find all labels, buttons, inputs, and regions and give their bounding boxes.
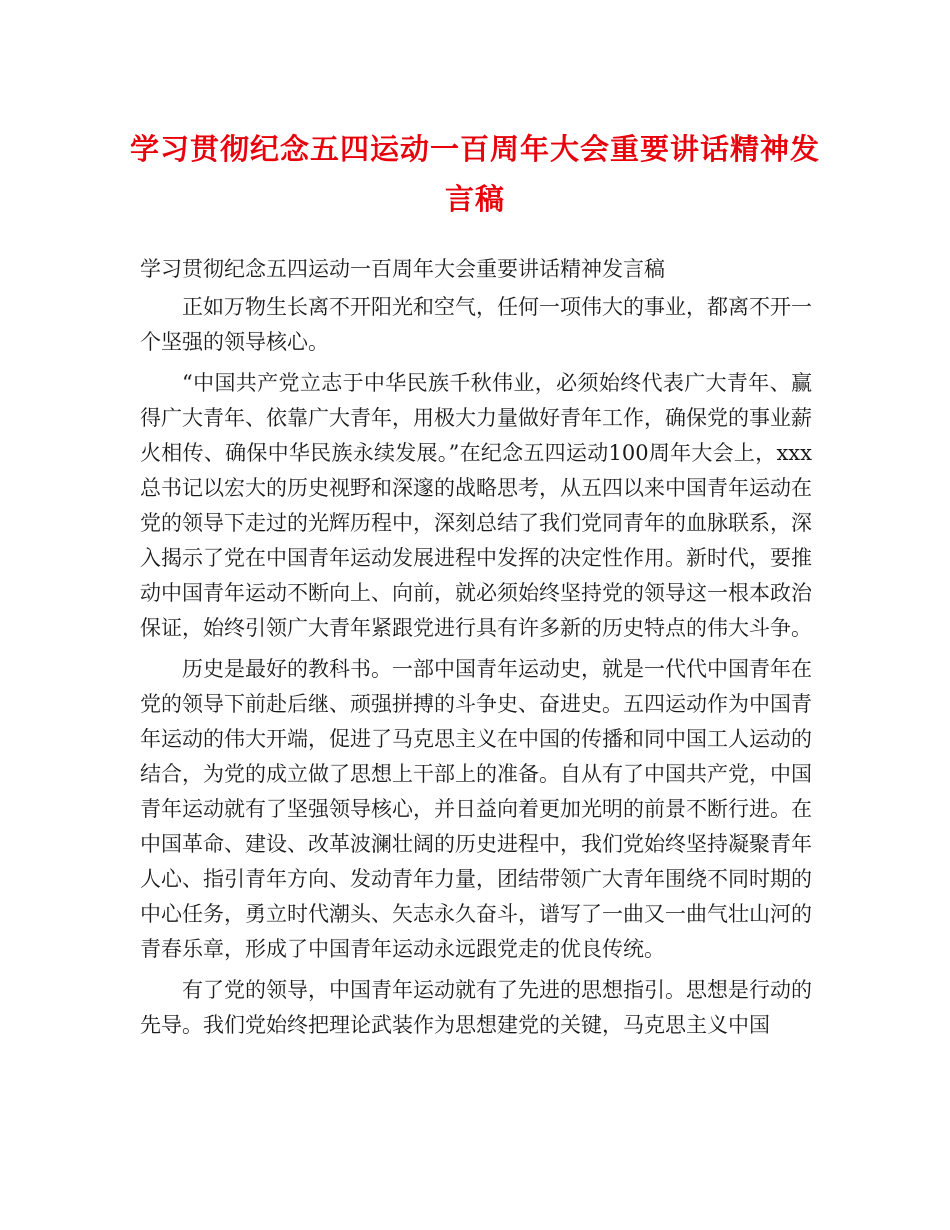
document-body xyxy=(140,252,812,1049)
paragraph-1: 正如万物生长离不开阳光和空气，任何一项伟大的事业，都离不开一个坚强的领导核心。 xyxy=(140,295,812,354)
paragraph-4: 有了党的领导，中国青年运动就有了先进的思想指引。思想是行动的先导。我们党始终把理论武装作为思想建党的关键，马克思主义中国 xyxy=(140,978,812,1037)
paragraph-3: 历史是最好的教科书。一部中国青年运动史，就是一代代中国青年在党的领导下前赴后继、顽强拼搏的斗争史、奋进史。五四运动作为中国青年运动的伟大开端，促进了马克思主义在中国的传播和同中国工人运动的结合，为党的成立做了思想上干部上的准备。自从有了中国共产党，中国青年运动就有了坚强领导核心，并日益向着更加光明的前景不断行进。在中国革命、建设、改革波澜壮阔的历史进程中，我们党始终坚持凝聚青年人心、指引青年方向、发动青年力量，团结带领广大青年围绕不同时期的中心任务，勇立时代潮头、矢志永久奋斗，谱写了一曲又一曲气壮山河的青春乐章，形成了中国青年运动永远跟党走的优良传统。 xyxy=(140,657,812,961)
document-subtitle: 学习贯彻纪念五四运动一百周年大会重要讲话精神发言稿 xyxy=(140,257,665,281)
paragraph-2: “中国共产党立志于中华民族千秋伟业，必须始终代表广大青年、赢得广大青年、依靠广大青年，用极大力量做好青年工作，确保党的事业薪火相传、确保中华民族永续发展。”在纪念五四运动100周年大会上，xxx总书记以宏大的历史视野和深邃的战略思考，从五四以来中国青年运动在党的领导下走过的光辉历程中，深刻总结了我们党同青年的血脉联系，深入揭示了党在中国青年运动发展进程中发挥的决定性作用。新时代，要推动中国青年运动不断向上、向前，就必须始终坚持党的领导这一根本政治保证，始终引领广大青年紧跟党进行具有许多新的历史特点的伟大斗争。 xyxy=(140,371,812,640)
document-title: 学习贯彻纪念五四运动一百周年大会重要讲话精神发言稿 xyxy=(130,132,821,216)
